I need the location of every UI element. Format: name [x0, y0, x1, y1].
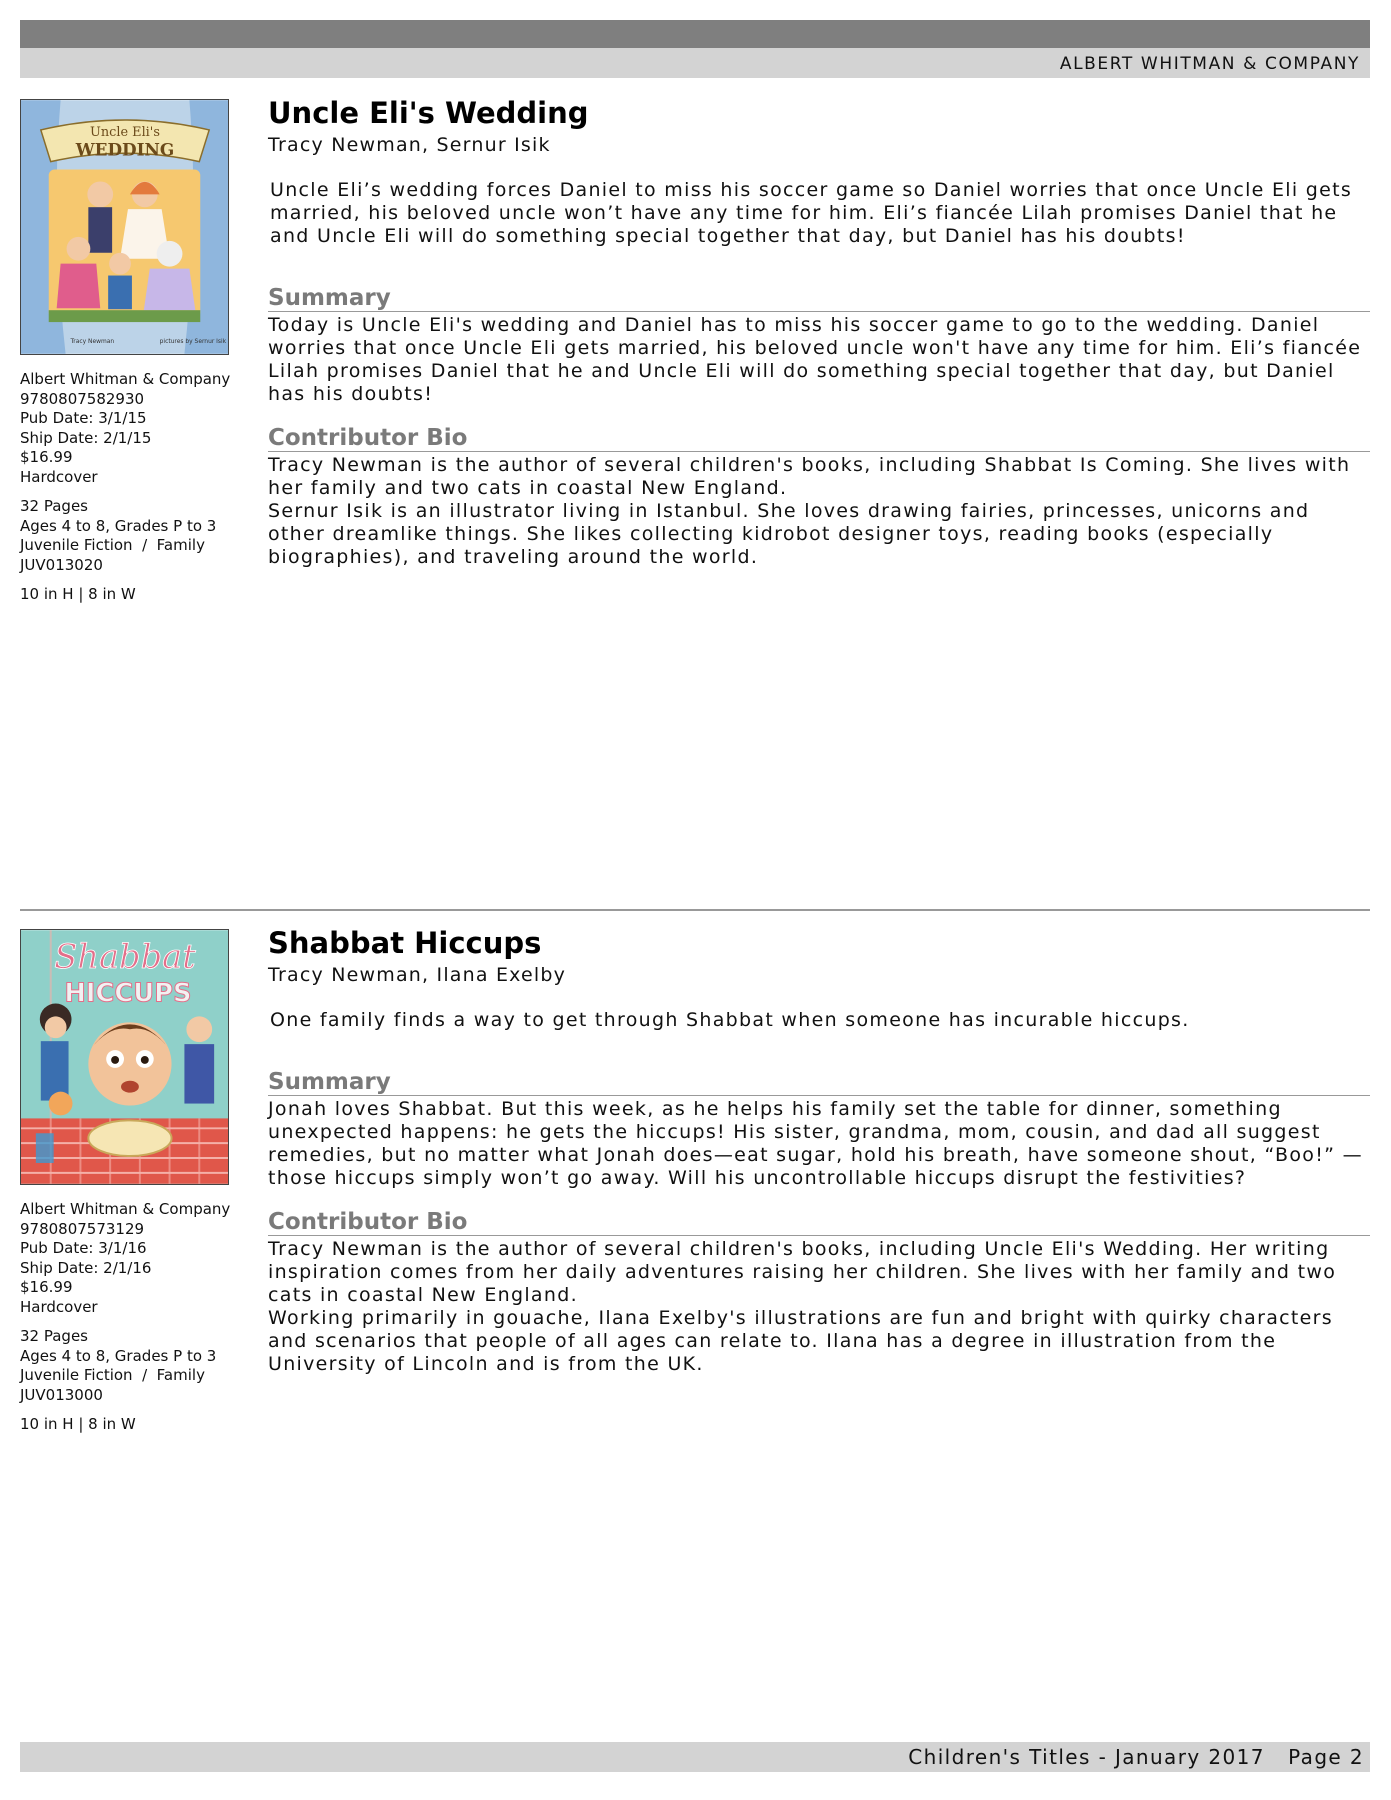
- meta-dimensions: 10 in H | 8 in W: [20, 585, 136, 603]
- book-metadata: [20, 370, 252, 605]
- footer-bar: [20, 1742, 1370, 1772]
- meta-category: Juvenile Fiction / Family: [20, 536, 205, 554]
- cover-illustration: [21, 930, 228, 1184]
- meta-pub-date: Pub Date: 3/1/16: [20, 1239, 147, 1257]
- meta-ages: Ages 4 to 8, Grades P to 3: [20, 516, 217, 535]
- meta-price: $16.99: [20, 448, 73, 466]
- meta-category: Juvenile Fiction / Family: [20, 1366, 205, 1384]
- meta-pages: 32 Pages: [20, 497, 88, 515]
- book-blurb: One family finds a way to get through Shabbat when someone has incurable hiccups.: [270, 1009, 1190, 1031]
- cover-illustration: [21, 100, 228, 354]
- meta-pub-date: Pub Date: 3/1/15: [20, 409, 147, 427]
- cover-title-line-1: Shabbat: [54, 936, 196, 976]
- cover-title-line-2: WEDDING: [75, 139, 175, 160]
- book-authors: Tracy Newman, Ilana Exelby: [268, 964, 567, 986]
- meta-format: Hardcover: [20, 1297, 98, 1316]
- contributor-bio-heading: Contributor Bio: [268, 1210, 1370, 1236]
- contributor-bio-author: Tracy Newman is the author of several children's books, including Uncle Eli's Wedding. Her writing inspiration comes from her daily adventures raising her children. She lives with her family and two cats in coastal New England.: [268, 1238, 1337, 1306]
- book-cover-image[interactable]: [20, 929, 229, 1185]
- book-content: [268, 925, 1370, 1376]
- book-blurb: Uncle Eli’s wedding forces Daniel to miss his soccer game so Daniel worries that once Uncle Eli gets married, his beloved uncle won’t have any time for him. Eli’s fiancée Lilah promises Daniel that he and Uncle Eli will do something special together that day, but Daniel has his doubts!: [270, 179, 1353, 247]
- meta-publisher: Albert Whitman & Company: [20, 370, 231, 388]
- meta-isbn: 9780807573129: [20, 1219, 145, 1238]
- cover-title-line-1: Uncle Eli's: [90, 124, 160, 140]
- book-authors: Tracy Newman, Sernur Isik: [268, 134, 551, 156]
- summary-heading: Summary: [268, 286, 1370, 312]
- cover-title-line-2: HICCUPS: [64, 978, 192, 1009]
- book-title: Shabbat Hiccups: [268, 926, 542, 960]
- book-cover-image[interactable]: [20, 99, 229, 355]
- header-bar: [20, 48, 1370, 78]
- meta-dimensions: 10 in H | 8 in W: [20, 1415, 136, 1433]
- summary-text: Jonah loves Shabbat. But this week, as he helps his family set the table for dinner, something unexpected happens: he gets the hiccups! His sister, grandma, mom, cousin, and dad all suggest remedies, but no matter what Jonah does—eat sugar, hold his breath, have someone shout, “Boo!” —those hiccups simply won’t go away. Will his uncontrollable hiccups disrupt the festivities?: [268, 1098, 1363, 1189]
- meta-format: Hardcover: [20, 467, 98, 486]
- publisher-header: ALBERT WHITMAN & COMPANY: [1059, 54, 1360, 74]
- meta-pages: 32 Pages: [20, 1327, 88, 1345]
- meta-bisac: JUV013020: [20, 555, 103, 574]
- book-metadata: [20, 1200, 252, 1435]
- summary-heading: Summary: [268, 1070, 1370, 1096]
- contributor-bio-illustrator: Sernur Isik is an illustrator living in Istanbul. She loves drawing fairies, princesses, unicorns and other dreamlike things. She likes collecting kidrobot designer toys, reading books (especially biographies), and traveling around the world.: [268, 500, 1310, 568]
- cover-author-credit: Tracy Newman: [70, 337, 115, 345]
- contributor-bio-author: Tracy Newman is the author of several children's books, including Shabbat Is Coming. She lives with her family and two cats in coastal New England.: [268, 454, 1351, 499]
- summary-text: Today is Uncle Eli's wedding and Daniel has to miss his soccer game to go to the wedding. Daniel worries that once Uncle Eli gets married, his beloved uncle won't have any time for him. Eli’s fiancée Lilah promises Daniel that he and Uncle Eli will do something special together that day, but Daniel has his doubts!: [268, 314, 1362, 405]
- meta-publisher: Albert Whitman & Company: [20, 1200, 231, 1218]
- cover-illustrator-credit: pictures by Sernur Isik: [159, 337, 227, 345]
- meta-bisac: JUV013000: [20, 1385, 103, 1404]
- header-bar-dark: [20, 20, 1370, 48]
- book-title: Uncle Eli's Wedding: [268, 96, 589, 130]
- contributor-bio-heading: Contributor Bio: [268, 426, 1370, 452]
- footer-page-label: Children's Titles - January 2017 Page 2: [908, 1745, 1364, 1769]
- meta-ages: Ages 4 to 8, Grades P to 3: [20, 1346, 217, 1365]
- book-content: [268, 95, 1370, 569]
- meta-ship-date: Ship Date: 2/1/16: [20, 1258, 152, 1277]
- meta-ship-date: Ship Date: 2/1/15: [20, 428, 152, 447]
- section-divider: [20, 909, 1370, 911]
- contributor-bio-illustrator: Working primarily in gouache, Ilana Exelby's illustrations are fun and bright with quirky characters and scenarios that people of all ages can relate to. Ilana has a degree in illustration from the University of Lincoln and is from the UK.: [268, 1307, 1333, 1375]
- meta-isbn: 9780807582930: [20, 389, 145, 408]
- meta-price: $16.99: [20, 1278, 73, 1296]
